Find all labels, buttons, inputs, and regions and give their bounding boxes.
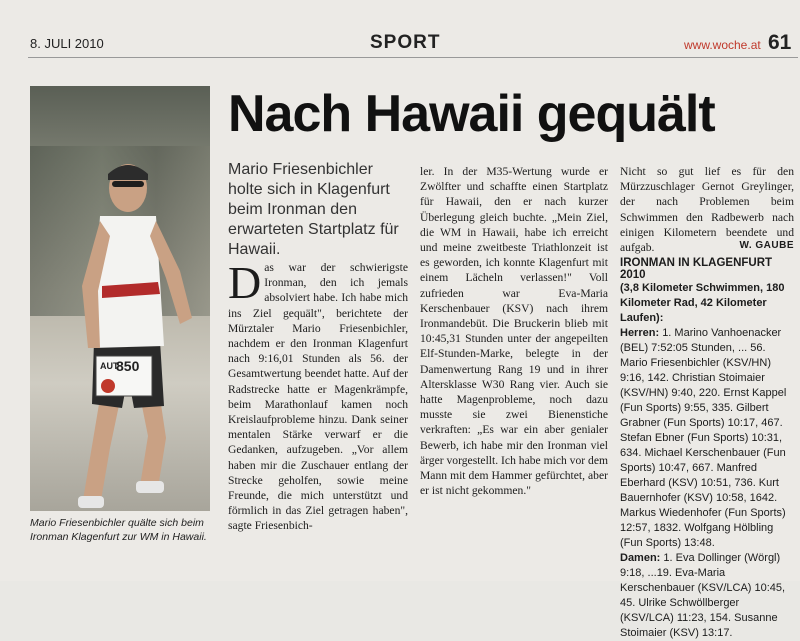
section-title: SPORT (370, 32, 441, 53)
article-column-1 (228, 257, 408, 534)
bib-prefix: AUT (100, 361, 119, 371)
runner-figure (30, 86, 210, 511)
article-headline: Nach Hawaii gequält (228, 85, 715, 143)
article-column-2 (420, 164, 608, 498)
article-body-part-1: as war der schwierigste Ironman, den ich jemals absolviert habe. Ich habe mich ins Ziel gequält", berichtete der Mürztaler Mario Friesenbichler, nachdem er den Ironman Klagenfurt nach 9:16,01 Stunden als 56. der Gesamtwertung beendet hatte. Auf der Radstrecke hatte er Magenkrämpfe, beim Marathonlauf kamen noch Kreislaufprobleme hinzu. Dank seiner mentalen Stärke verwarf er die Gedanken, aufzugeben. „Vor allem haben mir die Zuschauer entlang der Strecke geholfen, sowie meine Freunde, die mich unterstützt und förmlich in das Ziel getragen haben", sagte Friesenbich- (228, 261, 408, 533)
bib-number: 850 (116, 358, 140, 374)
page-number: 61 (768, 31, 792, 54)
issue-date: 8. JULI 2010 (30, 36, 104, 51)
website-url[interactable]: www.woche.at (684, 38, 761, 52)
results-women: 1. Eva Dollinger (Wörgl) 9:18, ...19. Eva-Maria Kerschenbauer (KSV/LCA) 10:45, 45. Ulrike Schwöllberger (KSV/LCA) 11:23, 154. Susanne Stoimaier (KSV) 13:17. (620, 552, 786, 640)
author-signature: W. GAUBE (739, 240, 794, 252)
photo-caption: Mario Friesenbichler quälte sich beim Ironman Klagenfurt zur WM in Hawaii. (30, 517, 207, 543)
results-subtitle: (3,8 Kilometer Schwimmen, 180 Kilometer Rad, 42 Kilometer Laufen): (620, 282, 785, 325)
article-body-part-3: Nicht so gut lief es für den Mürzzuschlager Gernot Greylinger, der nach Problemen beim Schwimmen den Radbewerb nach einigen Kilometern beendete und aufgab. (620, 165, 794, 255)
drop-cap: D (228, 257, 262, 308)
results-box (620, 257, 794, 641)
header-rule (28, 57, 798, 58)
results-women-label: Damen: (620, 552, 661, 565)
results-men: 1. Marino Vanhoenacker (BEL) 7:52:05 Stunden, ... 56. Mario Friesenbichler (KSV/HN) 9:16, 142. Christian Stoimaier (KSV/HN) 9:40, 220. Ernst Kappel (Fun Sports) 9:55, 335. Gilbert Grabner (Fun Sports) 10:17, 467. Stefan Ebner (Fun Sports) 10:31, 634. Michael Kerschenbauer (Fun Sports) 10:47, 667. Manfred Eberhard (KSV) 10:51, 736. Kurt Bauernhofer (KSV) 10:58, 1642. Markus Wiedenhofer (Fun Sports) 12:57, 1832. Wolfgang Hölbling (Fun Sports) 13:48. (620, 327, 787, 550)
athlete-photo (30, 86, 210, 511)
article-lead: Mario Friesenbichler holte sich in Klagenfurt beim Ironman den erwarteten Startplatz für Hawaii. (228, 161, 399, 258)
article-body-part-2: ler. In der M35-Wertung wurde er Zwölfter und schaffte einen Startplatz für Hawaii, den er nach kurzer Überlegung gleich buchte. „Mein Ziel, die WM in Hawaii, habe ich erreicht und meine zweitbeste Triathlonzeit ist es geworden, ich konnte Klagenfurt mit einem Lächeln verlassen!" Voll zufrieden war Eva-Maria Kerschenbauer (KSV) nach ihrem Ironmandebüt. Die Bruckerin blieb mit 10:45,31 Stunden unter der angepeilten Elf-Stunden-Marke, belegte in der Damenwertung Rang 19 und in ihrer Altersklasse W30 Rang vier. Auch sie hatte Magenprobleme, noch dazu musste sie zwei Bienenstiche verkraften: „Es war ein aber genialer Bewerb, ich habe mir den Ironman viel ärger vorgestellt. Ich habe mich vor dem Mann mit dem Hammer gefürchtet, aber er ist nicht gekommen." (420, 165, 608, 498)
results-men-label: Herren: (620, 327, 660, 340)
results-title: IRONMAN IN KLAGENFURT 2010 (620, 257, 773, 282)
article-column-3 (620, 164, 794, 641)
